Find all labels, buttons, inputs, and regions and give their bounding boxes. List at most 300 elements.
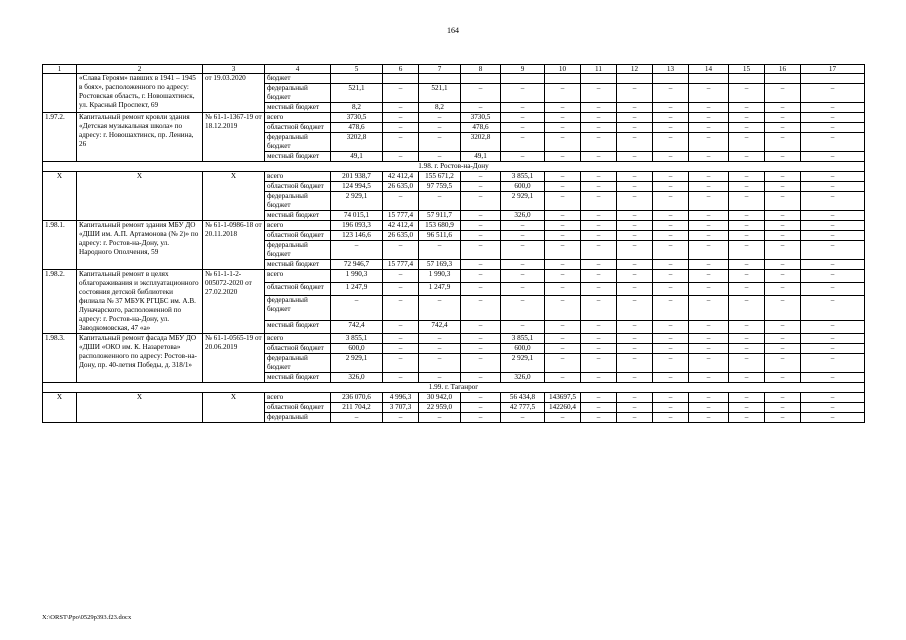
amount-cell: – [801, 211, 865, 221]
amount-cell: – [581, 393, 617, 403]
amount-cell: – [461, 84, 501, 103]
column-number: 16 [765, 65, 801, 74]
item-name: «Слава Героям» павших в 1941 – 1945 в боях», расположенного по адресу: Ростовская область, г. Новошахтинск, ул. Красный Проспект, 69 [77, 74, 203, 113]
amount-cell: – [581, 103, 617, 113]
funding-source: всего [265, 221, 331, 231]
funding-source: всего [265, 393, 331, 403]
amount-cell [729, 74, 765, 84]
amount-cell: – [545, 172, 581, 182]
column-number: 3 [203, 65, 265, 74]
amount-cell: – [729, 221, 765, 231]
amount-cell: – [617, 241, 653, 260]
amount-cell: – [653, 152, 689, 162]
amount-cell: – [689, 320, 729, 333]
amount-cell: – [383, 192, 419, 211]
amount-cell: 42 412,4 [383, 172, 419, 182]
amount-cell: 211 704,2 [331, 403, 383, 413]
amount-cell: 42 412,4 [383, 221, 419, 231]
amount-cell: 326,0 [501, 211, 545, 221]
amount-cell: – [617, 182, 653, 192]
table-row [43, 334, 865, 344]
amount-cell: – [653, 334, 689, 344]
amount-cell: – [383, 334, 419, 344]
table-row [43, 221, 865, 231]
page-number: 164 [447, 26, 459, 35]
amount-cell: – [383, 113, 419, 123]
amount-cell: – [581, 192, 617, 211]
amount-cell: – [765, 393, 801, 403]
amount-cell: – [581, 320, 617, 333]
item-number: 1.98.1. [43, 221, 77, 270]
amount-cell: 3 855,1 [501, 172, 545, 182]
amount-cell: 3202,8 [461, 133, 501, 152]
amount-cell: – [801, 270, 865, 283]
amount-cell: – [765, 334, 801, 344]
amount-cell: – [461, 182, 501, 192]
amount-cell: 236 070,6 [331, 393, 383, 403]
amount-cell: – [729, 231, 765, 241]
amount-cell: – [689, 260, 729, 270]
amount-cell: – [801, 241, 865, 260]
amount-cell: 2 929,1 [331, 354, 383, 373]
amount-cell: – [653, 270, 689, 283]
amount-cell [383, 74, 419, 84]
funding-source: всего [265, 172, 331, 182]
amount-cell: – [545, 241, 581, 260]
amount-cell: – [581, 334, 617, 344]
amount-cell [545, 74, 581, 84]
funding-source: областной бюджет [265, 344, 331, 354]
amount-cell: – [801, 192, 865, 211]
item-name: Х [77, 393, 203, 423]
funding-source: областной бюджет [265, 182, 331, 192]
amount-cell: – [581, 172, 617, 182]
amount-cell: 49,1 [461, 152, 501, 162]
amount-cell: 15 777,4 [383, 260, 419, 270]
amount-cell: – [653, 354, 689, 373]
amount-cell: – [729, 334, 765, 344]
amount-cell: – [653, 172, 689, 182]
funding-source: областной бюджет [265, 403, 331, 413]
amount-cell: – [689, 334, 729, 344]
amount-cell: – [801, 283, 865, 296]
amount-cell: – [653, 133, 689, 152]
amount-cell [617, 74, 653, 84]
amount-cell: – [419, 152, 461, 162]
amount-cell: – [729, 283, 765, 296]
section-row [43, 383, 865, 393]
amount-cell: – [765, 403, 801, 413]
amount-cell: – [729, 84, 765, 103]
amount-cell: – [801, 413, 865, 423]
amount-cell: – [545, 354, 581, 373]
amount-cell: – [617, 320, 653, 333]
amount-cell: 8,2 [331, 103, 383, 113]
amount-cell: – [461, 354, 501, 373]
amount-cell: – [801, 373, 865, 383]
amount-cell: – [689, 133, 729, 152]
amount-cell: – [461, 413, 501, 423]
funding-source: местный бюджет [265, 320, 331, 333]
amount-cell: – [461, 231, 501, 241]
amount-cell: – [765, 413, 801, 423]
amount-cell [419, 74, 461, 84]
amount-cell: – [545, 84, 581, 103]
amount-cell: – [383, 296, 419, 321]
item-document: № 61-1-0565-19 от 20.06.2019 [203, 334, 265, 383]
amount-cell: – [653, 373, 689, 383]
amount-cell: 155 671,2 [419, 172, 461, 182]
amount-cell: 478,6 [331, 123, 383, 133]
amount-cell: – [765, 103, 801, 113]
amount-cell: – [581, 344, 617, 354]
amount-cell: 600,0 [501, 344, 545, 354]
amount-cell: – [765, 221, 801, 231]
amount-cell: 3 855,1 [331, 334, 383, 344]
amount-cell: 521,1 [331, 84, 383, 103]
amount-cell [653, 74, 689, 84]
amount-cell: – [581, 221, 617, 231]
amount-cell: – [501, 283, 545, 296]
amount-cell: – [729, 211, 765, 221]
funding-source: федеральный бюджет [265, 354, 331, 373]
item-number: 1.97.2. [43, 113, 77, 162]
item-number: Х [43, 393, 77, 423]
item-number [43, 74, 77, 113]
amount-cell: – [653, 320, 689, 333]
amount-cell: – [689, 103, 729, 113]
funding-source: областной бюджет [265, 123, 331, 133]
amount-cell: 1 247,9 [331, 283, 383, 296]
funding-source: местный бюджет [265, 152, 331, 162]
amount-cell: – [581, 260, 617, 270]
amount-cell: – [653, 403, 689, 413]
amount-cell: – [801, 182, 865, 192]
amount-cell: – [765, 283, 801, 296]
amount-cell [461, 74, 501, 84]
funding-source: местный бюджет [265, 103, 331, 113]
amount-cell: 196 093,3 [331, 221, 383, 231]
amount-cell: – [501, 241, 545, 260]
amount-cell: – [729, 354, 765, 373]
amount-cell: – [689, 123, 729, 133]
amount-cell: 1 990,3 [419, 270, 461, 283]
amount-cell: 42 777,5 [501, 403, 545, 413]
amount-cell: – [383, 152, 419, 162]
amount-cell: 600,0 [331, 344, 383, 354]
amount-cell: – [419, 113, 461, 123]
amount-cell: – [729, 182, 765, 192]
amount-cell: – [419, 344, 461, 354]
amount-cell: 478,6 [461, 123, 501, 133]
amount-cell: 124 994,5 [331, 182, 383, 192]
amount-cell: – [617, 113, 653, 123]
table-body [43, 65, 865, 423]
amount-cell: 3730,5 [331, 113, 383, 123]
column-number-row [43, 65, 865, 74]
amount-cell: – [545, 103, 581, 113]
amount-cell: – [461, 211, 501, 221]
amount-cell: – [419, 334, 461, 344]
table-row [43, 74, 865, 84]
budget-table [42, 64, 865, 423]
amount-cell: – [689, 182, 729, 192]
table-row [43, 113, 865, 123]
amount-cell: – [653, 192, 689, 211]
amount-cell: – [545, 270, 581, 283]
amount-cell: – [419, 192, 461, 211]
column-number: 7 [419, 65, 461, 74]
table-row [43, 393, 865, 403]
amount-cell: – [765, 241, 801, 260]
amount-cell: – [617, 221, 653, 231]
amount-cell: – [545, 373, 581, 383]
amount-cell: – [765, 192, 801, 211]
amount-cell: 142260,4 [545, 403, 581, 413]
amount-cell: – [765, 260, 801, 270]
amount-cell: – [801, 84, 865, 103]
amount-cell: – [581, 231, 617, 241]
amount-cell: 521,1 [419, 84, 461, 103]
amount-cell: – [653, 113, 689, 123]
amount-cell: – [545, 283, 581, 296]
funding-source: федеральный [265, 413, 331, 423]
amount-cell: – [419, 354, 461, 373]
amount-cell: – [501, 260, 545, 270]
amount-cell: – [729, 113, 765, 123]
amount-cell: – [501, 221, 545, 231]
amount-cell: – [383, 413, 419, 423]
amount-cell: – [419, 241, 461, 260]
item-name: Капитальный ремонт в целях облагораживания и эксплуатационного состояния детской библиотеки филиала № 37 МБУК РГЦБС им. А.В. Луначарского, расположенной по адресу: г. Ростов-на-Дону, ул. Заводкомовская, 47 «а» [77, 270, 203, 334]
amount-cell: – [461, 172, 501, 182]
item-document: № 61-1-0986-18 от 20.11.2018 [203, 221, 265, 270]
amount-cell: – [617, 192, 653, 211]
amount-cell: – [581, 283, 617, 296]
amount-cell: – [383, 344, 419, 354]
amount-cell: – [545, 231, 581, 241]
amount-cell: – [545, 211, 581, 221]
amount-cell: – [689, 231, 729, 241]
amount-cell: 3730,5 [461, 113, 501, 123]
amount-cell: 153 680,9 [419, 221, 461, 231]
amount-cell: – [461, 403, 501, 413]
amount-cell: – [729, 260, 765, 270]
item-document: Х [203, 172, 265, 221]
amount-cell: – [545, 221, 581, 231]
amount-cell: – [545, 344, 581, 354]
column-number: 8 [461, 65, 501, 74]
amount-cell: – [617, 344, 653, 354]
amount-cell: – [461, 103, 501, 113]
amount-cell: – [545, 320, 581, 333]
amount-cell: – [801, 344, 865, 354]
amount-cell: – [765, 172, 801, 182]
amount-cell: 4 996,3 [383, 393, 419, 403]
amount-cell [765, 74, 801, 84]
amount-cell: – [729, 192, 765, 211]
amount-cell: – [581, 413, 617, 423]
amount-cell: – [801, 123, 865, 133]
amount-cell: – [801, 260, 865, 270]
amount-cell: – [545, 413, 581, 423]
amount-cell: 600,0 [501, 182, 545, 192]
amount-cell: – [689, 241, 729, 260]
amount-cell: – [689, 221, 729, 231]
amount-cell: – [617, 84, 653, 103]
amount-cell: – [729, 413, 765, 423]
amount-cell: – [419, 373, 461, 383]
column-number: 17 [801, 65, 865, 74]
amount-cell: – [765, 231, 801, 241]
item-number: Х [43, 172, 77, 221]
amount-cell: – [461, 270, 501, 283]
amount-cell: – [689, 113, 729, 123]
amount-cell: – [617, 172, 653, 182]
amount-cell: – [801, 296, 865, 321]
amount-cell: – [729, 296, 765, 321]
amount-cell: – [653, 103, 689, 113]
item-name: Х [77, 172, 203, 221]
amount-cell: – [801, 113, 865, 123]
funding-source: областной бюджет [265, 283, 331, 296]
amount-cell: – [653, 182, 689, 192]
column-number: 15 [729, 65, 765, 74]
amount-cell: – [689, 296, 729, 321]
amount-cell: 96 511,6 [419, 231, 461, 241]
amount-cell: – [581, 403, 617, 413]
amount-cell: – [461, 296, 501, 321]
amount-cell: – [765, 182, 801, 192]
amount-cell: – [689, 172, 729, 182]
item-name: Капитальный ремонт фасада МБУ ДО «ДШИ «ОКО им. К. Назаретова» расположенного по адресу: Ростов-на-Дону, пр. 40-летия Победы, д. 318/1» [77, 334, 203, 383]
amount-cell: – [653, 393, 689, 403]
amount-cell: – [545, 334, 581, 344]
amount-cell: – [461, 241, 501, 260]
column-number: 10 [545, 65, 581, 74]
amount-cell: – [501, 113, 545, 123]
item-name: Капитальный ремонт здания МБУ ДО «ДШИ им. А.П. Артамонова (№ 2)» по адресу: г. Ростов-на-Дону, ул. Народного Ополчения, 59 [77, 221, 203, 270]
amount-cell: – [383, 373, 419, 383]
amount-cell: 30 942,0 [419, 393, 461, 403]
column-number: 11 [581, 65, 617, 74]
amount-cell: – [765, 296, 801, 321]
amount-cell: – [581, 296, 617, 321]
amount-cell: – [617, 296, 653, 321]
amount-cell: – [765, 270, 801, 283]
amount-cell: – [689, 413, 729, 423]
item-number: 1.98.2. [43, 270, 77, 334]
amount-cell: – [501, 152, 545, 162]
column-number: 2 [77, 65, 203, 74]
amount-cell: 2 929,1 [501, 192, 545, 211]
item-document: Х [203, 393, 265, 423]
amount-cell: – [461, 334, 501, 344]
amount-cell: 1 247,9 [419, 283, 461, 296]
amount-cell: – [419, 123, 461, 133]
amount-cell: – [581, 182, 617, 192]
funding-source: всего [265, 334, 331, 344]
amount-cell: – [501, 133, 545, 152]
amount-cell: – [617, 413, 653, 423]
amount-cell: 56 434,8 [501, 393, 545, 403]
amount-cell: – [801, 221, 865, 231]
amount-cell: 326,0 [331, 373, 383, 383]
section-title: 1.99. г. Таганрог [43, 383, 865, 393]
amount-cell: 72 946,7 [331, 260, 383, 270]
section-title: 1.98. г. Ростов-на-Дону [43, 162, 865, 172]
amount-cell: 201 938,7 [331, 172, 383, 182]
amount-cell [331, 74, 383, 84]
amount-cell: – [617, 260, 653, 270]
amount-cell: – [765, 123, 801, 133]
amount-cell: – [689, 270, 729, 283]
amount-cell: – [545, 260, 581, 270]
amount-cell: – [581, 373, 617, 383]
amount-cell: – [331, 241, 383, 260]
amount-cell: – [545, 113, 581, 123]
amount-cell: – [801, 172, 865, 182]
amount-cell: – [617, 103, 653, 113]
amount-cell: 22 959,0 [419, 403, 461, 413]
amount-cell: – [501, 413, 545, 423]
amount-cell: – [765, 344, 801, 354]
amount-cell: – [501, 103, 545, 113]
amount-cell: – [801, 354, 865, 373]
amount-cell: – [383, 241, 419, 260]
amount-cell: – [617, 283, 653, 296]
amount-cell: – [581, 113, 617, 123]
amount-cell: – [801, 320, 865, 333]
amount-cell: 742,4 [331, 320, 383, 333]
funding-source: федеральный бюджет [265, 133, 331, 152]
amount-cell [689, 74, 729, 84]
amount-cell: – [689, 403, 729, 413]
amount-cell: – [765, 152, 801, 162]
amount-cell: – [545, 123, 581, 133]
amount-cell: – [617, 211, 653, 221]
amount-cell: – [581, 84, 617, 103]
amount-cell: – [729, 373, 765, 383]
amount-cell: – [801, 334, 865, 344]
amount-cell: – [689, 373, 729, 383]
amount-cell: – [729, 320, 765, 333]
amount-cell: – [461, 192, 501, 211]
amount-cell: – [581, 211, 617, 221]
amount-cell: 26 635,0 [383, 182, 419, 192]
amount-cell: – [461, 221, 501, 231]
amount-cell: – [729, 172, 765, 182]
amount-cell: – [419, 413, 461, 423]
funding-source: федеральный бюджет [265, 84, 331, 103]
amount-cell: – [689, 84, 729, 103]
amount-cell: – [545, 192, 581, 211]
amount-cell: – [419, 296, 461, 321]
amount-cell: – [729, 270, 765, 283]
amount-cell: – [801, 231, 865, 241]
amount-cell: – [729, 241, 765, 260]
amount-cell: – [581, 123, 617, 133]
amount-cell: 3 707,3 [383, 403, 419, 413]
amount-cell: 15 777,4 [383, 211, 419, 221]
amount-cell [501, 74, 545, 84]
amount-cell: – [501, 84, 545, 103]
amount-cell [801, 74, 865, 84]
amount-cell: – [765, 320, 801, 333]
amount-cell: – [501, 320, 545, 333]
amount-cell: – [617, 152, 653, 162]
amount-cell: – [801, 103, 865, 113]
